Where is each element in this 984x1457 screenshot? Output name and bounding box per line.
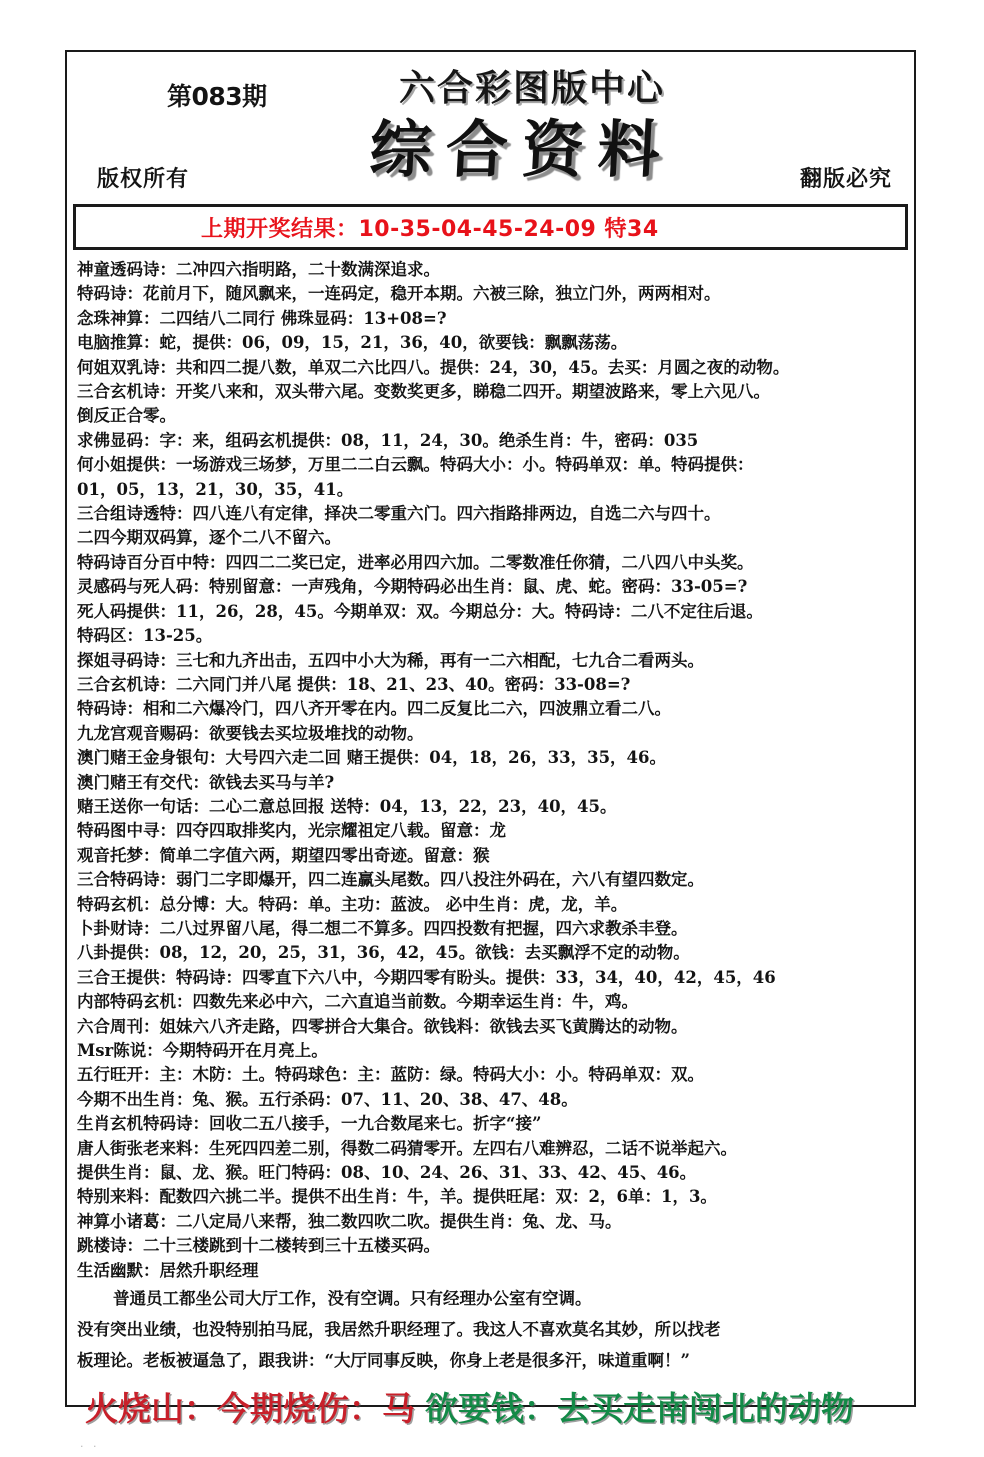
content-line: 生活幽默：居然升职经理 bbox=[77, 1260, 259, 1280]
previous-draw-result-bar bbox=[73, 204, 908, 250]
content-line: 三合特码诗：弱门二字即爆开，四二连赢头尾数。四八投注外码在，六八有望四数定。 bbox=[77, 870, 704, 890]
content-line: 六合周刊：姐妹六八齐走路，四零拼合大集合。欲钱料：欲钱去买飞黄腾达的动物。 bbox=[77, 1016, 688, 1036]
scan-artifact: . . bbox=[80, 1437, 100, 1450]
content-line: 澳门赌王金身银句：大号四六走二回 赌王提供：04，18，26，33，35，46。 bbox=[77, 748, 667, 768]
content-line: 电脑推算：蛇，提供：06，09，15，21，36，40，欲要钱：飘飘荡荡。 bbox=[77, 333, 628, 353]
content-line: 特别来料：配数四六挑二半。提供不出生肖：牛，羊。提供旺尾：双：2，6单：1，3。 bbox=[77, 1187, 717, 1207]
content-line: 跳楼诗：二十三楼跳到十二楼转到三十五楼买码。 bbox=[77, 1236, 440, 1256]
content-line: 赌王送你一句话：二心二意总回报 送特：04，13，22，23，40，45。 bbox=[77, 796, 617, 816]
content-line: 何姐双乳诗：共和四二提八数，单双二六比四八。提供：24，30，45。去买：月圆之夜的动物。 bbox=[77, 357, 790, 377]
content-line: 神算小诸葛：二八定局八来帮，独二数四吹二吹。提供生肖：兔、龙、马。 bbox=[77, 1211, 622, 1231]
content-line: 三合组诗透特：四八连八有定律，择决二零重六门。四六指路排两边，自选二六与四十。 bbox=[77, 504, 721, 524]
content-line: 三合玄机诗：二六同门并八尾 提供：18、21、23、40。密码：33-08=? bbox=[77, 674, 631, 694]
content-line: 死人码提供：11，26，28，45。今期单双：双。今期总分：大。特码诗：二八不定往后退。 bbox=[77, 601, 763, 621]
content-line: 九龙宫观音赐码：欲要钱去买垃圾堆找的动物。 bbox=[77, 723, 424, 743]
content-line: 二四今期双码算，逐个二八不留六。 bbox=[77, 528, 341, 548]
content-line: 卜卦财诗：二八过界留八尾，得二想二不算多。四四投数有把握，四六求教杀丰登。 bbox=[77, 918, 688, 938]
content-line: 今期不出生肖：兔、猴。五行杀码：07、11、20、38、47、48。 bbox=[77, 1089, 578, 1109]
content-line: 念珠神算：二四结八二同行 佛珠显码：13+08=? bbox=[77, 308, 447, 328]
content-line: Msr陈说：今期特码开在月亮上。 bbox=[77, 1041, 328, 1060]
content-line: 01，05，13，21，30，35，41。 bbox=[77, 479, 354, 499]
content-line: 特码诗百分百中特：四四二二奖已定，进率必用四六加。二零数准任你猜，二八四八中头奖。 bbox=[77, 552, 754, 572]
copyright-left-label: 版权所有 bbox=[97, 166, 190, 192]
content-body bbox=[67, 250, 914, 1376]
content-line: 五行旺开：主：木防：土。特码球色：主：蓝防：绿。特码大小：小。特码单双：双。 bbox=[77, 1065, 704, 1085]
brand-top-title: 六合彩图版中心 bbox=[398, 67, 665, 109]
content-line: 观音托梦：简单二字值六两，期望四零出奇迹。留意：猴 bbox=[77, 845, 490, 865]
content-line: 三合玄机诗：开奖八来和，双头带六尾。变数奖更多，睇稳二四开。期望波路来，零上六见八。 bbox=[77, 382, 770, 402]
content-line: 求佛显码：字：来，组码玄机提供：08，11，24，30。绝杀生肖：牛，密码：035 bbox=[77, 430, 699, 450]
footer-banner-green-text: 欲要钱：去买走南闯北的动物 bbox=[425, 1388, 854, 1428]
humor-paragraph-line: 普通员工都坐公司大厅工作，没有空调。只有经理办公室有空调。 bbox=[113, 1289, 592, 1309]
content-line: 生肖玄机特码诗：回收二五八接手，一九合数尾来七。折字“接” bbox=[77, 1114, 542, 1134]
content-line: 特码区：13-25。 bbox=[77, 626, 213, 646]
content-line: 神童透码诗：二冲四六指明路，二十数满深追求。 bbox=[77, 260, 440, 279]
footer-banner bbox=[67, 1382, 914, 1430]
humor-paragraph-line: 板理论。老板被逼急了，跟我讲：“大厅同事反映，你身上老是很多汗，味道重啊！” bbox=[77, 1351, 690, 1371]
content-line: 八卦提供：08，12，20，25，31，36，42，45。欲钱：去买飘浮不定的动物。 bbox=[77, 943, 690, 963]
footer-banner-red-text: 火烧山：今期烧伤：马 bbox=[85, 1388, 415, 1428]
poster-page bbox=[65, 50, 916, 1428]
content-line: 特码图中寻：四夺四取排奖内，光宗耀祖定八载。留意：龙 bbox=[77, 821, 506, 841]
humor-paragraph-line: 没有突出业绩，也没特别拍马屁，我居然升职经理了。我这人不喜欢莫名其妙，所以找老 bbox=[77, 1320, 721, 1340]
content-line: 内部特码玄机：四数先来必中六，二六直追当前数。今期幸运生肖：牛，鸡。 bbox=[77, 992, 638, 1012]
content-line: 特码诗：相和二六爆冷门，四八齐开零在内。四二反复比二六，四波鼎立看二八。 bbox=[77, 699, 671, 719]
content-line: 灵感码与死人码：特别留意：一声残角，今期特码必出生肖：鼠、虎、蛇。密码：33-05=? bbox=[77, 577, 748, 597]
content-line: 提供生肖：鼠、龙、猴。旺门特码：08、10、24、26、31、33、42、45、46。 bbox=[77, 1163, 697, 1183]
masthead bbox=[67, 52, 914, 204]
content-line: 三合王提供：特码诗：四零直下六八中，今期四零有盼头。提供：33，34，40，42，45，46 bbox=[77, 967, 776, 987]
issue-number: 第083期 bbox=[167, 82, 267, 111]
content-line: 倒反正合零。 bbox=[77, 406, 176, 426]
content-line: 唐人街张老来料：生死四四差二别，得数二码猜零开。左四右八难辨忍，二话不说举起六。 bbox=[77, 1138, 737, 1158]
content-line: 何小姐提供：一场游戏三场梦，万里二二白云飘。特码大小：小。特码单双：单。特码提供： bbox=[77, 455, 754, 475]
copyright-right-label: 翻版必究 bbox=[799, 166, 892, 192]
content-line: 澳门赌王有交代：欲钱去买马与羊? bbox=[77, 772, 335, 792]
content-line: 特码玄机：总分博：大。特码：单。主功：蓝波。 必中生肖：虎，龙，羊。 bbox=[77, 894, 628, 914]
previous-draw-result-text: 上期开奖结果：10-35-04-45-24-09 特34 bbox=[201, 216, 659, 242]
content-line: 探姐寻码诗：三七和九齐出击，五四中小大为稀，再有一二六相配，七九合二看两头。 bbox=[77, 650, 704, 670]
brand-main-title: 综合资料 bbox=[367, 113, 676, 186]
content-line: 特码诗：花前月下，随风飘来，一连码定，稳开本期。六被三除，独立门外，两两相对。 bbox=[77, 284, 721, 304]
